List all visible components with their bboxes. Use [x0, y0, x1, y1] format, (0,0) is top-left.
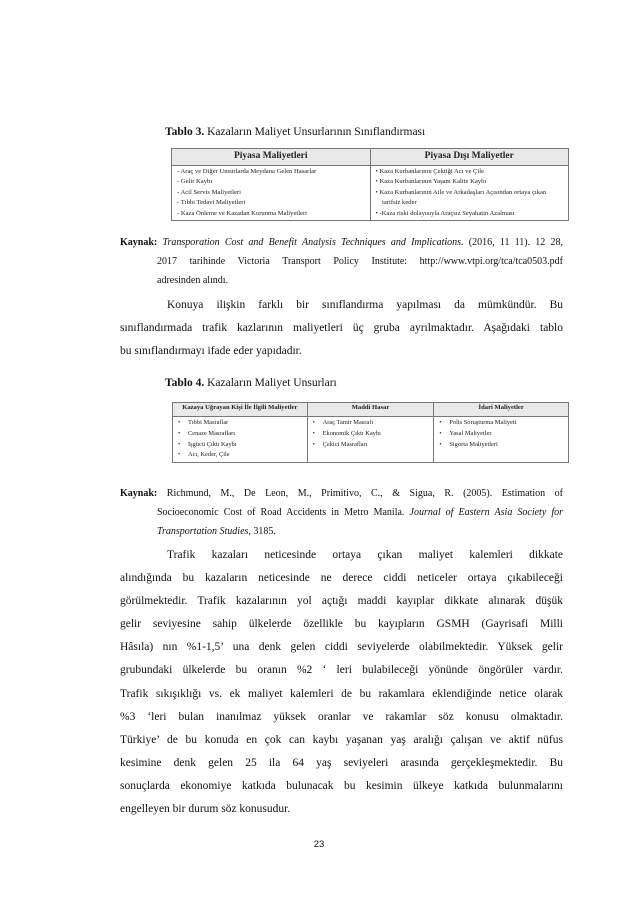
paragraph-2-line: engelleyen bir durum söz konusudur. — [120, 803, 291, 816]
source-2-line1: Richmund, M., De Leon, M., Primitivo, C., & Sigua, R. (2005). Estimation of — [166, 488, 563, 499]
paragraph-1-line: sınıflandırmada trafik kazlarının maliyetleri üç gruba ayrılmaktadır. Aşağıdaki tablo — [120, 322, 563, 335]
paragraph-2-line: grubundaki ülkelerde bu oranın %2 ‘ leri bulabileceği yönünde öngörüler vardır. — [120, 664, 563, 677]
paragraph-2-line: Trafik sıkışıklığı vs. ek maliyet kalemleri de bu rakamlara eklendiğinde netice olarak — [120, 687, 563, 700]
table4-caption-text: Kazaların Maliyet Unsurları — [204, 377, 337, 389]
source-1 — [120, 233, 563, 290]
table4-col3-item: • Yasal Maliyetler — [439, 429, 492, 437]
table4-col3-item: • Polis Soruşturma Maliyeti — [439, 419, 517, 426]
source-2-journal-cont: Transportation Studies — [157, 526, 249, 537]
table3-col2-item: tarifsiz keder — [375, 199, 417, 207]
source-1-line3: adresinden alındı. — [157, 275, 229, 286]
source-1-date: (2016, 11 11). 12 28, — [463, 237, 563, 248]
table3-col1-item: - Acil Servis Maliyetleri — [177, 188, 241, 196]
paragraph-2-line: kesimine denk gelen 25 ila 64 yaş seviyeleri arasında gerçekleşmektedir. Bu — [120, 756, 563, 769]
table3-header-nonmarket: Piyasa Dışı Maliyetler — [370, 149, 569, 166]
paragraph-2-line: sonuçlarda ekonomiye katkıda bulunacak bu kesimin ülkeye katkıda bulunmalarını — [120, 779, 563, 792]
source-2-line2: Socioeconomic Cost of Road Accidents in Metro Manila. — [157, 507, 410, 518]
table4-col2-item: • Çekici Masrafları — [312, 440, 368, 448]
paragraph-1-line: bu sınıflandırmayı ifade eder yapıdadır. — [120, 345, 302, 358]
paragraph-2-line: Trafik kazaları neticesinde ortaya çıkan maliyet kalemleri dikkate — [167, 549, 563, 561]
table4-header-person: Kazaya Uğrayan Kişi İle İlgili Maliyetler — [173, 403, 308, 417]
table4-col2-item: • Ekonomik Çıktı Kaybı — [312, 429, 381, 437]
paragraph-2-line: Türkiye’ de bu konuda en çok can kaybı yaşanan yaş aralığı çalışan ve aktif nüfus — [120, 733, 563, 746]
source-2-pages: , 3185. — [248, 526, 276, 537]
table3-col1-item: - Gelir Kaybı — [177, 178, 213, 186]
table3-col1-item: - Araç ve Diğer Unsurlarda Meydana Gelen Hasarlar — [177, 168, 317, 175]
table4-col1-item: • Acı, Keder, Çile — [178, 451, 230, 459]
source-1-label: Kaynak: — [120, 237, 158, 248]
source-2 — [120, 484, 563, 541]
paragraph-2-line: Hâsıla) nın %1-1,5’ una denk gelen ciddi seviyelerde olabilmektedir. Yüksek gelir — [120, 641, 563, 654]
table4-col3-item: • Sigorta Maliyetleri — [439, 440, 498, 448]
table4-header-admin: İdari Maliyetler — [434, 403, 569, 417]
table3-caption — [165, 126, 425, 138]
page-number: 23 — [313, 839, 325, 850]
source-1-line2: 2017 tarihinde Victoria Transport Policy Institute: http://www.vtpi.org/tca/tca0503.pdf — [157, 256, 563, 267]
table4-header-material: Maddi Hasar — [307, 403, 434, 417]
table3-header-market: Piyasa Maliyetleri — [172, 149, 371, 166]
table4-col2-item: • Araç Tamir Masrafı — [312, 419, 374, 426]
table3-col2 — [370, 166, 569, 221]
table3-caption-text: Kazaların Maliyet Unsurlarının Sınıflandırması — [204, 126, 426, 138]
paragraph-2-line: gelir seviyesine sahip ülkelerde özellikle bu kayıpların GSMH (Gayrisafi Milli — [120, 618, 563, 631]
source-1-title: Transporation Cost and Benefit Analysis Techniques and Implications. — [162, 237, 464, 248]
table4-caption-label: Tablo 4. — [165, 377, 205, 389]
paragraph-2 — [120, 544, 563, 821]
table3-col1-item: - Kaza Önleme ve Kazadan Korunma Maliyetleri — [177, 209, 307, 217]
table3-col1 — [172, 166, 371, 221]
table3-col1-item: - Tıbbi Tedavi Maliyetleri — [177, 199, 246, 207]
table3-col2-item: • Kaza Kurbanlarının Yaşam Kalite Kaybı — [375, 178, 487, 186]
paragraph-1 — [120, 294, 563, 363]
paragraph-2-line: alındığında bu kazaların neticesinde ne derece ciddi neticeler ortaya çıkabileceği — [120, 572, 563, 585]
table3-col2-item: • -Kaza riski dolayısıyla Araçsız Seyahatin Azalması — [375, 209, 515, 217]
table3 — [171, 148, 569, 221]
paragraph-2-line: görülmektedir. Trafik kazalarının yol açtığı maddi kayıplar dikkate alınarak düşük — [120, 595, 563, 608]
table4-col1-item: • İşgücü Çıktı Kaybı — [178, 440, 237, 448]
table4 — [172, 402, 569, 463]
table4-col1 — [173, 417, 308, 463]
table4-col3 — [434, 417, 569, 463]
source-2-journal: Journal of Eastern Asia Society for — [409, 507, 564, 518]
source-2-label: Kaynak: — [120, 488, 158, 499]
table4-col1-item: • Tıbbi Masraflar — [178, 419, 229, 426]
paragraph-1-line: Konuya ilişkin farklı bir sınıflandırma yapılması da mümkündür. Bu — [167, 299, 563, 311]
table3-col2-item: • Kaza Kurbanlarının Çektiği Acı ve Çile — [375, 168, 485, 175]
table4-col1-item: • Cenaze Masrafları — [178, 429, 236, 437]
table3-caption-label: Tablo 3. — [165, 126, 205, 138]
table4-col2 — [307, 417, 434, 463]
table3-col2-item: • Kaza Kurbanlarının Aile ve Arkadaşları Açısından ortaya çıkan — [375, 188, 547, 196]
paragraph-2-line: %3 ‘leri bulan inanılmaz yüksek oranlar ve rakamlar söz konusu olmaktadır. — [120, 710, 563, 723]
table4-caption — [165, 377, 337, 389]
